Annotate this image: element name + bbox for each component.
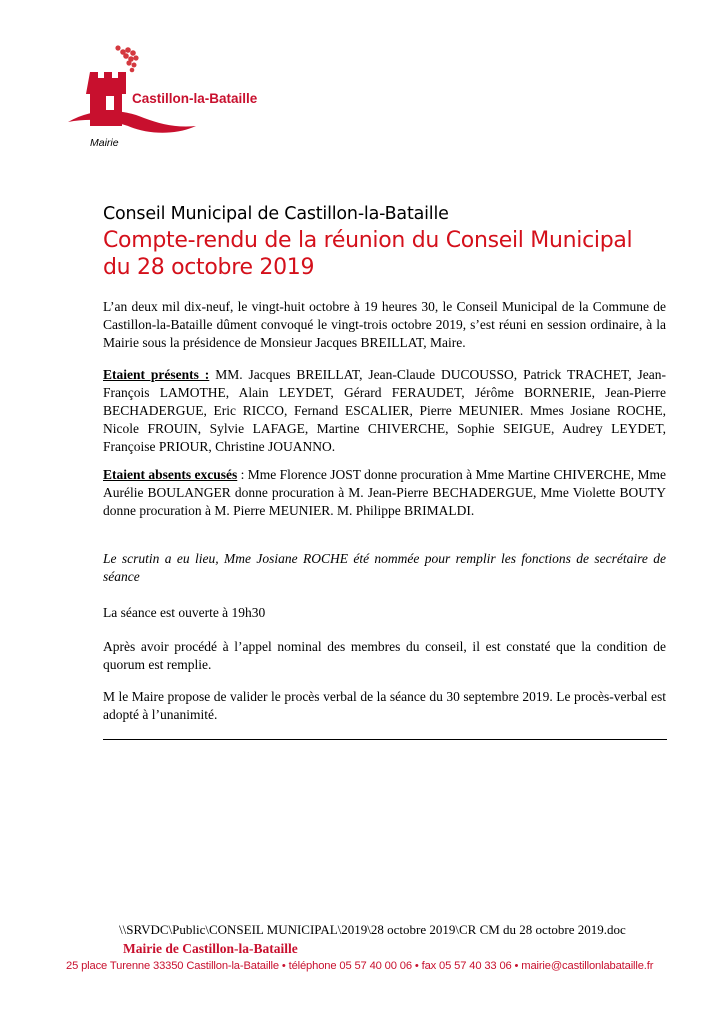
attendees-present — [103, 366, 666, 456]
logo-name: Castillon-la-Bataille — [132, 91, 258, 106]
absent-list: : Mme Florence JOST donne procuration à Mme Martine CHIVERCHE, Mme Aurélie BOULANGER donne procuration à M. Jean-Pierre BECHADERGUE, Mme Violette BOUTY donne procuration à M. Pierre MEUNIER. M. Philippe BRIMALDI. — [103, 467, 666, 518]
attendees-absent — [103, 466, 666, 520]
title-line-2: du 28 octobre 2019 — [103, 255, 315, 280]
council-name: Conseil Municipal de Castillon-la-Bataille — [103, 204, 449, 224]
divider — [103, 739, 667, 740]
title-line-1: Compte-rendu de la réunion du Conseil Municipal — [103, 228, 633, 253]
absent-label: Etaient absents excusés — [103, 467, 238, 482]
present-label: Etaient présents : — [103, 367, 210, 382]
opening-paragraph: La séance est ouverte à 19h30 — [103, 605, 266, 620]
intro-paragraph: L’an deux mil dix-neuf, le vingt-huit octobre à 19 heures 30, le Conseil Municipal de la Commune de Castillon-la-Bataille dûment convoqué le vingt-trois octobre 2019, s’est réuni en session ordinaire, à la Mairie sous la présidence de Monsieur Jacques BREILLAT, Maire. — [103, 299, 666, 350]
minutes-paragraph: M le Maire propose de valider le procès verbal de la séance du 30 septembre 2019. Le procès-verbal est adopté à l’unanimité. — [103, 689, 666, 722]
footer-org-name: Mairie de Castillon-la-Bataille — [123, 941, 298, 956]
quorum-paragraph: Après avoir procédé à l’appel nominal des membres du conseil, il est constaté que la condition de quorum est remplie. — [103, 639, 666, 672]
scrutin-paragraph: Le scrutin a eu lieu, Mme Josiane ROCHE été nommée pour remplir les fonctions de secrétaire de séance — [103, 551, 666, 584]
document-title — [103, 227, 632, 281]
present-list: MM. Jacques BREILLAT, Jean-Claude DUCOUSSO, Patrick TRACHET, Jean-François LAMOTHE, Alain LEYDET, Gérard FERAUDET, Jérôme BORNERIE, Jean-Pierre BECHADERGUE, Eric RICCO, Fernand ESCALIER, Pierre MEUNIER. Mmes Josiane ROCHE, Nicole FROUIN, Sylvie LAFAGE, Martine CHIVERCHE, Sophie SEIGUE, Audrey LEYDET, Françoise PRIOUR, Christine JOUANNO. — [103, 367, 666, 454]
file-path: \\SRVDC\Public\CONSEIL MUNICIPAL\2019\28 octobre 2019\CR CM du 28 octobre 2019.doc — [119, 922, 626, 937]
footer-contact: 25 place Turenne 33350 Castillon-la-Bataille • téléphone 05 57 40 00 06 • fax 05 57 40 33 06 • mairie@castillonlabataille.fr — [66, 960, 654, 972]
logo-subtitle: Mairie — [90, 137, 119, 149]
